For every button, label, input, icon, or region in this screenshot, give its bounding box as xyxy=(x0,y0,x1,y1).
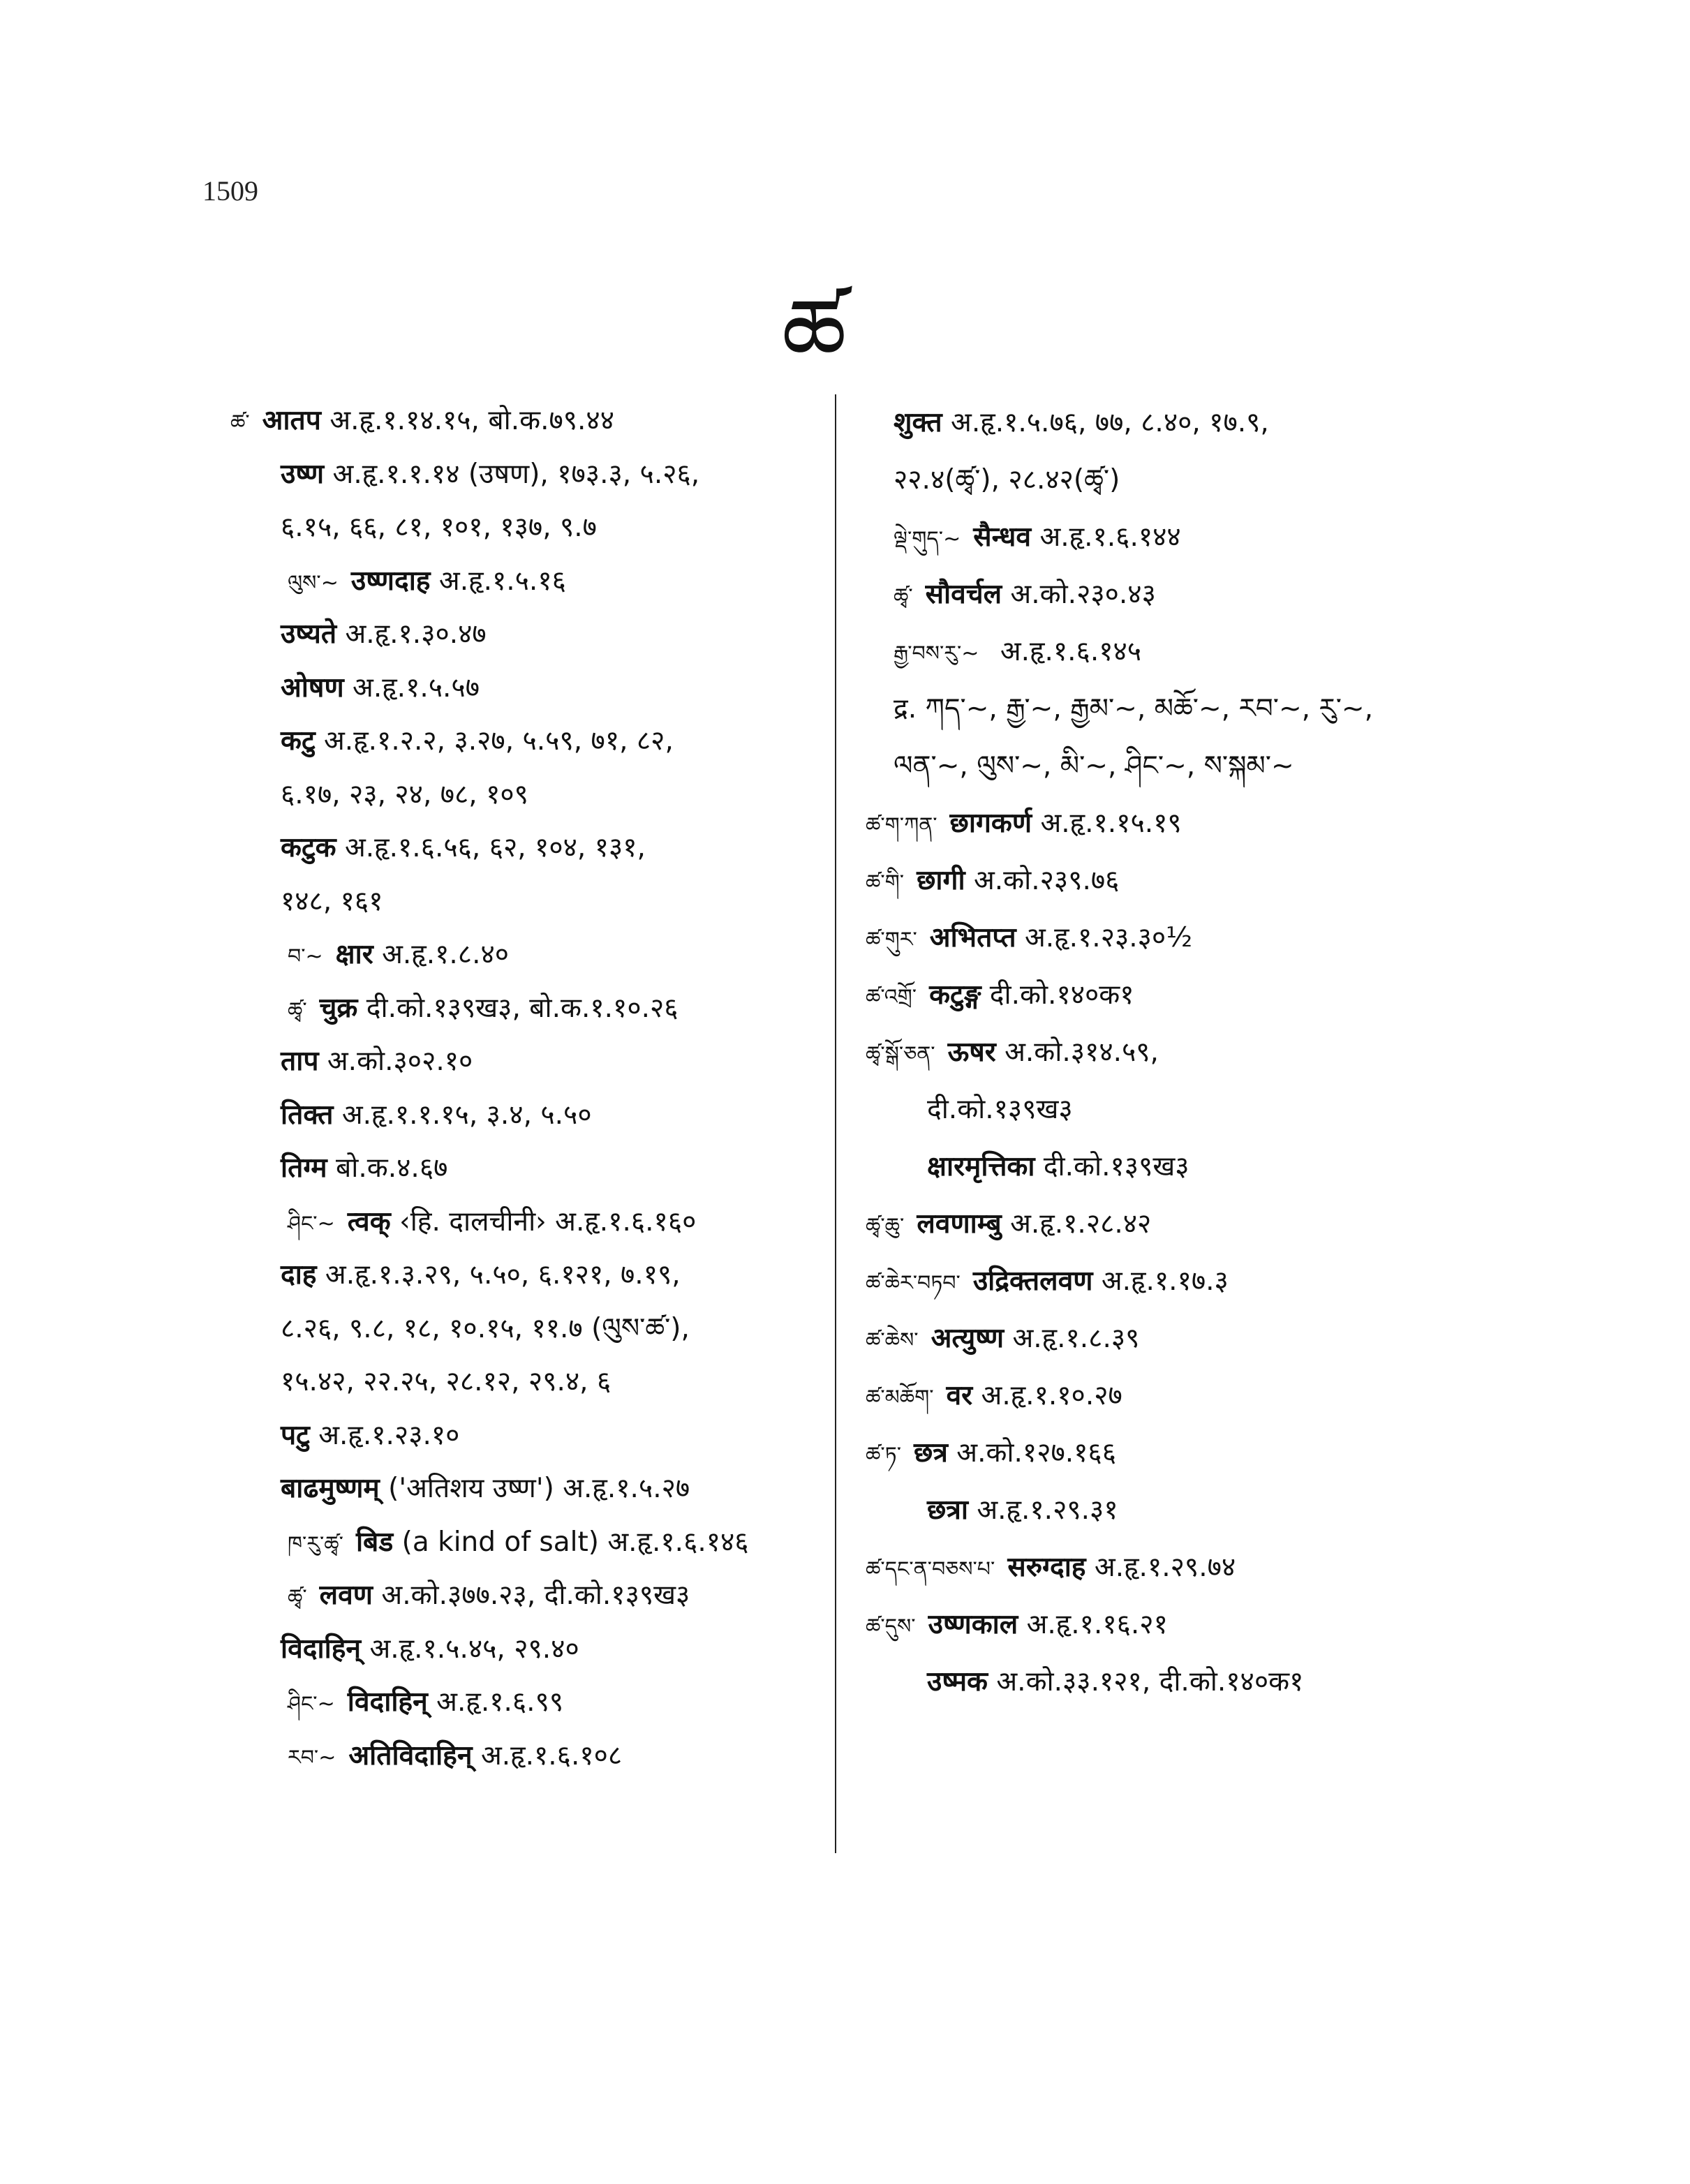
dictionary-entry-line xyxy=(866,909,1466,967)
reference-text: अ.को.३१४.५९, xyxy=(995,1037,1159,1068)
tibetan-term: ཚྭ་ xyxy=(894,584,913,609)
reference-text: द्र. ཀད་~, རྒྱ་~, རྒྱམ་~, མཆོ་~, རབ་~, རུ་~, xyxy=(894,693,1373,725)
dictionary-entry-line xyxy=(866,1081,1466,1138)
sanskrit-headword: उष्णदाह xyxy=(350,565,431,597)
dictionary-entry-line xyxy=(866,1310,1466,1367)
dictionary-entry-line xyxy=(230,715,831,768)
sanskrit-headword: छागी xyxy=(917,865,965,896)
sanskrit-headword: कटुक xyxy=(281,832,336,863)
dictionary-entry-line xyxy=(866,1138,1466,1196)
reference-text: अ.हृ.१.२३.१० xyxy=(309,1419,460,1451)
reference-text: (a kind of salt) अ.हृ.१.६.१४६ xyxy=(393,1526,749,1558)
dictionary-entry-line xyxy=(230,1196,831,1249)
reference-text: अ.हृ.१.६.९९ xyxy=(427,1686,564,1718)
section-heading-letter: ཚ xyxy=(782,278,847,385)
reference-text: अ.हृ.१.२९.३१ xyxy=(968,1494,1118,1526)
reference-text: दी.को.१४०क१ xyxy=(981,979,1134,1011)
reference-text: अ.हृ.१.२.२, ३.२७, ५.५९, ७१, ८२, xyxy=(315,725,674,757)
sanskrit-headword: कटुङ्ग xyxy=(929,979,981,1011)
dictionary-entry-line xyxy=(230,1302,831,1356)
sanskrit-headword: त्वक् xyxy=(347,1205,391,1238)
tibetan-term: ཚ་ཏ་ xyxy=(866,1443,901,1467)
tibetan-term: ཚྭ་ xyxy=(288,1585,307,1610)
dictionary-entry-line xyxy=(866,394,1466,452)
reference-text: दी.को.१३९ख३, बो.क.१.१०.२६ xyxy=(357,992,679,1024)
sanskrit-headword: उष्ण xyxy=(281,458,325,490)
dictionary-entry-line xyxy=(866,452,1466,509)
dictionary-entry-line xyxy=(230,1569,831,1623)
dictionary-entry-line xyxy=(230,555,831,609)
sanskrit-headword: छागकर्ण xyxy=(949,808,1032,839)
reference-text: १५.४२, २२.२५, २८.१२, २९.४, ६ xyxy=(281,1366,611,1397)
reference-text: अ.को.१२७.१६६ xyxy=(947,1437,1116,1469)
dictionary-entry-line xyxy=(866,623,1466,681)
reference-text: अ.हृ.१.१०.२७ xyxy=(972,1380,1122,1411)
reference-text: बो.क.४.६७ xyxy=(327,1152,448,1184)
sanskrit-headword: सरुग्दाह xyxy=(1007,1552,1086,1583)
reference-text: अ.को.३३.१२१, दी.को.१४०क१ xyxy=(987,1666,1304,1698)
dictionary-entry-line xyxy=(230,1089,831,1143)
sanskrit-headword: ताप xyxy=(281,1046,319,1077)
dictionary-entry-line xyxy=(230,822,831,875)
tibetan-term: ཚ་འགྲོ་ xyxy=(866,985,917,1009)
reference-text: ६.१५, ६६, ८१, १०१, १३७, ९.७ xyxy=(281,512,597,543)
reference-text: ६.१७, २३, २४, ७८, १०९ xyxy=(281,778,528,810)
sanskrit-headword: उष्णकाल xyxy=(928,1609,1018,1640)
sanskrit-headword: सैन्धव xyxy=(973,521,1032,553)
sanskrit-headword: बिड xyxy=(355,1526,394,1558)
page-number: 1509 xyxy=(202,175,258,207)
reference-text: अ.हृ.१.१४.१५, बो.क.७९.४४ xyxy=(320,405,614,436)
reference-text: अ.हृ.१.८.४० xyxy=(373,939,510,970)
sanskrit-headword: आतप xyxy=(262,405,321,436)
dictionary-entry-line xyxy=(230,394,831,448)
sanskrit-headword: ओषण xyxy=(281,671,344,704)
dictionary-entry-line xyxy=(230,875,831,929)
reference-text: १४८, १६१ xyxy=(281,885,383,917)
dictionary-entry-line xyxy=(230,662,831,715)
dictionary-entry-line xyxy=(866,1482,1466,1539)
sanskrit-headword: दाह xyxy=(281,1259,317,1291)
dictionary-entry-line xyxy=(230,501,831,555)
sanskrit-headword: चुक्र xyxy=(319,992,358,1024)
dictionary-entry-line xyxy=(866,1024,1466,1081)
dictionary-entry-line xyxy=(230,608,831,662)
tibetan-term: ཚ་གུར་ xyxy=(866,928,917,952)
sanskrit-headword: अत्युष्ण xyxy=(931,1323,1005,1354)
tibetan-term: ཚྭ་ཆུ་ xyxy=(866,1214,905,1238)
dictionary-entry-line xyxy=(230,1462,831,1516)
reference-text: अ.को.२३९.७६ xyxy=(965,865,1120,896)
sanskrit-headword: क्षार xyxy=(335,939,373,970)
reference-text: अ.हृ.१.६.१४४ xyxy=(1031,521,1181,553)
tibetan-term: ཁ་རུ་ཚྭ་ xyxy=(288,1531,343,1557)
reference-text: अ.हृ.१.३.२९, ५.५०, ६.१२१, ७.१९, xyxy=(316,1259,681,1291)
tibetan-term: ཤིང་~ xyxy=(288,1211,335,1236)
reference-text: अ.हृ.१.१.१४ (उषण), १७३.३, ५.२६, xyxy=(324,458,700,490)
dictionary-entry-line xyxy=(866,1253,1466,1310)
dictionary-entry-line xyxy=(230,1516,831,1570)
sanskrit-headword: लवण xyxy=(319,1580,373,1611)
tibetan-term: ཚ་ཆེར་བཏབ་ xyxy=(866,1271,961,1295)
reference-text: ‹हि. दालचीनी› अ.हृ.१.६.१६० xyxy=(390,1205,697,1238)
tibetan-term: ཚ་གི་ xyxy=(866,870,905,895)
sanskrit-headword: वर xyxy=(946,1380,973,1411)
dictionary-entry-line xyxy=(866,1425,1466,1482)
reference-text: अ.हृ.१.६.१०८ xyxy=(472,1739,623,1771)
sanskrit-headword: विदाहिन् xyxy=(347,1686,428,1718)
tibetan-term: ལྡེ་གུད་~ xyxy=(894,527,961,551)
dictionary-entry-line xyxy=(230,1142,831,1196)
sanskrit-headword: उष्यते xyxy=(281,618,337,650)
reference-text: अ.को.२३०.४३ xyxy=(1002,579,1156,610)
dictionary-entry-line xyxy=(230,1409,831,1463)
sanskrit-headword: उद्रिक्तलवण xyxy=(972,1265,1093,1297)
reference-text: दी.को.१३९ख३ xyxy=(927,1094,1073,1125)
reference-text: अ.को.३०२.१० xyxy=(318,1046,473,1077)
sanskrit-headword: बाढमुष्णम् xyxy=(281,1473,380,1504)
dictionary-entry-line xyxy=(230,1035,831,1089)
sanskrit-headword: अतिविदाहिन् xyxy=(348,1739,473,1771)
tibetan-term: ཤིང་~ xyxy=(288,1692,335,1716)
dictionary-entry-line xyxy=(866,967,1466,1024)
dictionary-entry-line xyxy=(230,1355,831,1409)
dictionary-entry-line xyxy=(230,768,831,822)
sanskrit-headword: पटु xyxy=(281,1419,310,1451)
tibetan-term: ལུས་~ xyxy=(288,570,339,595)
dictionary-entry-line xyxy=(230,1623,831,1677)
sanskrit-headword: विदाहिन् xyxy=(281,1633,362,1665)
reference-text: अ.हृ.१.६.५६, ६२, १०४, १३१, xyxy=(336,832,646,863)
sanskrit-headword: छत्र xyxy=(914,1437,948,1469)
sanskrit-headword: कटु xyxy=(281,725,316,757)
tibetan-term: ཚ་དང་ན་བཅས་པ་ xyxy=(866,1557,995,1582)
reference-text: अ.हृ.१.२९.७४ xyxy=(1085,1552,1236,1583)
sanskrit-headword: सौवर्चल xyxy=(925,579,1002,610)
sanskrit-headword: उष्मक xyxy=(927,1666,988,1698)
dictionary-entry-line xyxy=(230,448,831,502)
dictionary-entry-line xyxy=(866,1196,1466,1253)
reference-text: अ.हृ.१.६.१४५ xyxy=(991,636,1142,667)
reference-text: अ.हृ.१.५.१६ xyxy=(430,565,566,597)
left-column xyxy=(230,394,831,1783)
dictionary-entry-line xyxy=(230,928,831,982)
tibetan-term: ཚ་དུས་ xyxy=(866,1614,916,1639)
tibetan-term: རབ་~ xyxy=(288,1745,336,1770)
reference-text: २२.४(ཚྭ་), २८.४२(ཚྭ་) xyxy=(894,464,1120,496)
sanskrit-headword: छत्रा xyxy=(927,1494,968,1526)
right-column xyxy=(866,394,1466,1711)
reference-text: ८.२६, ९.८, १८, १०.१५, ११.७ (ལུས་ཚ་), xyxy=(281,1312,690,1344)
reference-text: अ.हृ.१.५.५७ xyxy=(343,671,480,704)
tibetan-term: ཚ་མཆོག་ xyxy=(866,1386,934,1410)
reference-text: अ.हृ.१.५.४५, २९.४० xyxy=(361,1633,579,1665)
sanskrit-headword: अभितप्त xyxy=(929,922,1016,953)
tibetan-term: ཚ་ཆེས་ xyxy=(866,1328,919,1353)
dictionary-entry-line xyxy=(866,566,1466,623)
tibetan-term: བ་~ xyxy=(288,944,323,969)
reference-text: अ.हृ.१.१.१५, ३.४, ५.५० xyxy=(333,1099,592,1131)
dictionary-entry-line xyxy=(866,1654,1466,1711)
dictionary-entry-line xyxy=(866,681,1466,738)
dictionary-entry-line xyxy=(866,1596,1466,1654)
sanskrit-headword: ऊषर xyxy=(947,1037,996,1068)
tibetan-term: ཚྭ་སྒོ་ཅན་ xyxy=(866,1042,935,1067)
reference-text: दी.को.१३९ख३ xyxy=(1035,1151,1189,1182)
dictionary-entry-line xyxy=(866,795,1466,852)
reference-text: ལན་~, ལུས་~, མི་~, ཤིང་~, ས་སྐམ་~ xyxy=(894,750,1294,782)
reference-text: अ.हृ.१.८.३९ xyxy=(1004,1323,1140,1354)
sanskrit-headword: लवणाम्बु xyxy=(917,1208,1002,1240)
sanskrit-headword: शुक्त xyxy=(894,407,942,438)
sanskrit-headword: तिक्त xyxy=(281,1099,334,1131)
reference-text: अ.हृ.१.३०.४७ xyxy=(336,618,487,650)
dictionary-entry-line xyxy=(866,738,1466,795)
tibetan-term: ཚྭ་ xyxy=(288,997,307,1023)
tibetan-term: རྒྱ་བས་རུ་~ xyxy=(894,641,979,666)
sanskrit-headword: तिग्म xyxy=(281,1152,327,1184)
dictionary-entry-line xyxy=(230,1730,831,1783)
reference-text: अ.हृ.१.१६.२१ xyxy=(1018,1609,1168,1640)
sanskrit-headword: क्षारमृत्तिका xyxy=(927,1151,1035,1182)
tibetan-term: ཚ་ག་ཀན་ xyxy=(866,813,937,838)
reference-text: ('अतिशय उष्ण') अ.हृ.१.५.२७ xyxy=(379,1473,690,1504)
reference-text: अ.हृ.१.५.७६, ७७, ८.४०, १७.९, xyxy=(942,407,1269,438)
reference-text: अ.हृ.१.१७.३ xyxy=(1092,1265,1229,1297)
dictionary-entry-line xyxy=(866,509,1466,566)
dictionary-entry-line xyxy=(866,1539,1466,1596)
dictionary-entry-line xyxy=(230,1676,831,1730)
reference-text: अ.हृ.१.१५.१९ xyxy=(1032,808,1182,839)
reference-text: अ.हृ.१.२३.३०½ xyxy=(1016,922,1193,953)
tibetan-term: ཚ་ xyxy=(230,410,250,435)
dictionary-entry-line xyxy=(866,852,1466,909)
dictionary-entry-line xyxy=(866,1367,1466,1425)
reference-text: अ.को.३७७.२३, दी.को.१३९ख३ xyxy=(373,1580,690,1611)
dictionary-entry-line xyxy=(230,982,831,1036)
reference-text: अ.हृ.१.२८.४२ xyxy=(1001,1208,1152,1240)
dictionary-entry-line xyxy=(230,1249,831,1302)
column-divider xyxy=(835,394,836,1853)
